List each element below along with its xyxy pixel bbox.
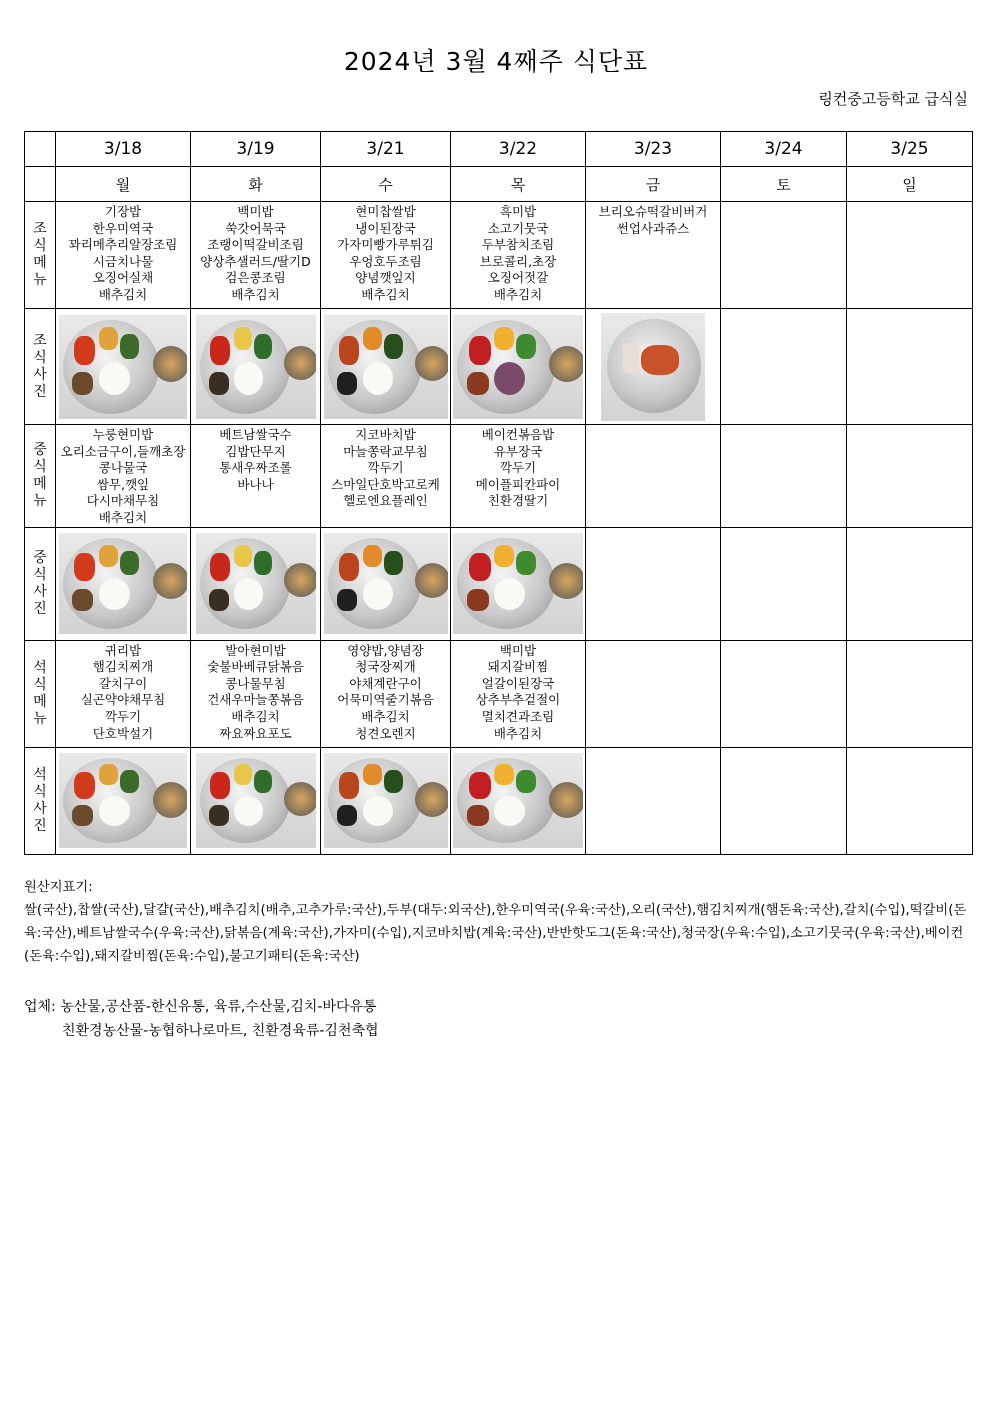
menu-item: 오징어실채 (92, 270, 154, 286)
lunch-menu-cell (586, 425, 721, 528)
menu-item: 청견오렌지 (355, 725, 416, 741)
breakfast-photo-label (25, 309, 56, 425)
label-char: 진 (33, 600, 47, 617)
label-char: 식 (33, 783, 47, 800)
day-header: 월 (56, 167, 191, 202)
dinner-photo-cell (586, 747, 721, 854)
lunch-menu-cell (321, 425, 451, 528)
lunch-photo-label (25, 527, 56, 640)
label-char: 뉴 (33, 492, 47, 509)
menu-item: 백미밥 (499, 642, 537, 658)
corner-cell (25, 132, 56, 167)
menu-item: 오리소금구이,들깨초장 (60, 443, 186, 459)
breakfast-menu-cell (586, 202, 721, 309)
meal-photo (196, 753, 316, 848)
breakfast-photo-cell (847, 309, 973, 425)
label-char: 석 (33, 766, 47, 783)
date-header: 3/23 (586, 132, 721, 167)
dinner-photo-label (25, 747, 56, 854)
lunch-photo-cell (451, 527, 586, 640)
dinner-menu-cell (847, 640, 973, 747)
menu-item: 오징어젓갈 (487, 270, 549, 286)
meal-photo (453, 533, 583, 634)
meal-photo (196, 315, 316, 419)
menu-item: 실곤약야채무침 (80, 692, 166, 708)
meal-photo (453, 315, 583, 419)
menu-item: 베트남쌀국수 (219, 427, 292, 442)
day-header: 화 (191, 167, 321, 202)
lunch-menu-cell (451, 425, 586, 528)
menu-item: 얼갈이된장국 (481, 675, 555, 691)
menu-item: 헬로엔요플레인 (343, 493, 428, 509)
label-char: 진 (33, 817, 47, 834)
breakfast-photo-cell (721, 309, 847, 425)
label-char: 석 (33, 659, 47, 676)
label-char: 식 (33, 238, 47, 254)
meal-photo (324, 533, 448, 634)
menu-item: 통새우짜조롤 (219, 460, 292, 476)
lunch-menu-label (25, 425, 56, 528)
date-header: 3/19 (191, 132, 321, 167)
lunch-photo-cell (321, 527, 451, 640)
dinner-menu-cell (321, 640, 451, 747)
menu-item: 배추김치 (361, 708, 410, 724)
menu-item: 단호박설기 (92, 725, 154, 741)
vendor-notice (24, 995, 379, 1043)
dinner-menu-cell (451, 640, 586, 747)
dinner-photo-cell (451, 747, 586, 854)
lunch-photo-cell (847, 527, 973, 640)
menu-item: 배추김치 (493, 286, 543, 302)
menu-item: 발아현미밥 (225, 642, 286, 658)
day-row (25, 167, 973, 202)
menu-item: 흑미밥 (499, 204, 537, 219)
breakfast-menu-cell (847, 202, 973, 309)
vendor-line-2: 친환경농산물-농협하나로마트, 친환경육류-김천축협 (62, 1023, 379, 1039)
menu-item: 우엉호두조림 (349, 253, 422, 269)
menu-item: 짜요짜요포도 (219, 725, 292, 741)
menu-item: 기장밥 (104, 204, 142, 219)
breakfast-menu-cell (321, 202, 451, 309)
menu-item: 시금치나물 (92, 253, 154, 269)
menu-item: 배추김치 (361, 286, 410, 302)
breakfast-menu-cell (191, 202, 321, 309)
page-title: 2024년 3월 4째주 식단표 (343, 47, 649, 76)
school-name: 링컨중고등학교 급식실 (818, 90, 968, 108)
menu-item: 청국장찌개 (355, 659, 416, 675)
menu-item: 베이컨볶음밥 (481, 427, 555, 442)
label-char: 메 (33, 475, 47, 492)
meal-photo (453, 753, 583, 848)
label-char: 뉴 (33, 710, 47, 727)
menu-item: 배추김치 (493, 725, 543, 741)
menu-item: 메이플피칸파이 (475, 476, 561, 492)
lunch-menu-cell (191, 425, 321, 528)
dinner-menu-label (25, 640, 56, 747)
breakfast-menu-cell (56, 202, 191, 309)
breakfast-photo-cell (451, 309, 586, 425)
breakfast-menu-cell (451, 202, 586, 309)
label-char: 식 (33, 566, 47, 583)
menu-item: 건새우마늘쫑볶음 (207, 692, 304, 708)
menu-item: 귀리밥 (104, 642, 142, 658)
day-header: 일 (847, 167, 973, 202)
menu-item: 쌈무,깻잎 (96, 476, 150, 492)
lunch-menu-cell (847, 425, 973, 528)
meal-photo (59, 315, 187, 419)
menu-item: 현미찹쌀밥 (355, 204, 416, 219)
menu-item: 상추부추겉절이 (475, 692, 561, 708)
origin-notice (24, 876, 972, 968)
origin-title: 원산지표기: (24, 880, 93, 895)
menu-item: 조랭이떡갈비조림 (207, 237, 304, 253)
dinner-photo-cell (191, 747, 321, 854)
menu-item: 돼지갈비찜 (487, 659, 549, 675)
menu-item: 유부장국 (493, 443, 543, 459)
menu-item: 쑥갓어묵국 (225, 220, 286, 236)
menu-item: 양상추샐러드/딸기D (200, 253, 311, 269)
menu-item: 깍두기 (499, 460, 537, 476)
meal-photo (324, 753, 448, 848)
label-char: 식 (33, 349, 47, 366)
menu-item: 배추김치 (231, 286, 280, 302)
day-header: 수 (321, 167, 451, 202)
lunch-photo-cell (586, 527, 721, 640)
label-char: 메 (33, 255, 47, 271)
label-char: 조 (33, 221, 47, 237)
breakfast-photo-row (25, 309, 973, 425)
lunch-photo-cell (721, 527, 847, 640)
label-char: 식 (33, 458, 47, 475)
menu-item: 배추김치 (231, 708, 280, 724)
menu-item: 검은콩조림 (225, 270, 286, 286)
dinner-photo-cell (847, 747, 973, 854)
dinner-photo-cell (321, 747, 451, 854)
dinner-menu-cell (56, 640, 191, 747)
menu-item: 바나나 (237, 476, 274, 492)
lunch-menu-row (25, 425, 973, 528)
meal-photo (59, 753, 187, 848)
label-char: 뉴 (33, 272, 47, 288)
label-char: 사 (33, 366, 47, 383)
menu-item: 백미밥 (237, 204, 274, 219)
menu-item: 누룽현미밥 (92, 427, 154, 442)
menu-item: 친환경딸기 (487, 493, 549, 509)
dinner-photo-cell (56, 747, 191, 854)
date-header: 3/24 (721, 132, 847, 167)
meal-photo (196, 533, 316, 634)
lunch-menu-cell (721, 425, 847, 528)
menu-item: 갈치구이 (98, 675, 148, 691)
date-header: 3/18 (56, 132, 191, 167)
menu-item: 브리오슈떡갈비버거 (598, 204, 708, 219)
breakfast-photo-cell (191, 309, 321, 425)
label-char: 사 (33, 583, 47, 600)
menu-table (24, 131, 973, 855)
day-header: 목 (451, 167, 586, 202)
meal-photo (59, 533, 187, 634)
menu-item: 김밥단무지 (225, 443, 286, 459)
menu-item: 배추김치 (98, 286, 148, 302)
meal-photo (601, 313, 705, 421)
label-char: 식 (33, 676, 47, 693)
dinner-menu-cell (721, 640, 847, 747)
vendor-line-1: 업체: 농산물,공산품-한신유통, 육류,수산물,김치-바다유통 (24, 999, 377, 1015)
menu-item: 어묵미역줄기볶음 (337, 692, 434, 708)
menu-item: 깍두기 (367, 460, 404, 476)
menu-item: 한우미역국 (92, 220, 154, 236)
dinner-menu-cell (586, 640, 721, 747)
date-row (25, 132, 973, 167)
menu-item: 콩나물무침 (225, 675, 286, 691)
dinner-menu-cell (191, 640, 321, 747)
lunch-photo-row (25, 527, 973, 640)
menu-item: 영양밥,양념장 (347, 642, 424, 658)
menu-item: 가자미빵가루튀김 (337, 237, 434, 253)
menu-item: 햄김치찌개 (92, 659, 154, 675)
breakfast-photo-cell (586, 309, 721, 425)
label-char: 중 (33, 549, 47, 566)
label-char: 메 (33, 693, 47, 710)
breakfast-photo-cell (321, 309, 451, 425)
day-header: 토 (721, 167, 847, 202)
menu-item: 마늘쫑락교무침 (343, 443, 428, 459)
menu-item: 멸치견과조림 (481, 708, 555, 724)
corner-cell (25, 167, 56, 202)
menu-item: 소고기뭇국 (487, 220, 549, 236)
menu-item: 깍두기 (104, 708, 142, 724)
breakfast-menu-label (25, 202, 56, 309)
breakfast-menu-cell (721, 202, 847, 309)
breakfast-photo-cell (56, 309, 191, 425)
menu-item: 양념깻잎지 (355, 270, 416, 286)
menu-item: 꽈리메추리알장조림 (68, 237, 178, 253)
label-char: 사 (33, 800, 47, 817)
meal-photo (324, 315, 448, 419)
lunch-menu-cell (56, 425, 191, 528)
label-char: 진 (33, 383, 47, 400)
menu-item: 지코바치밥 (355, 427, 416, 442)
date-header: 3/21 (321, 132, 451, 167)
label-char: 조 (33, 332, 47, 349)
date-header: 3/25 (847, 132, 973, 167)
menu-item: 썬업사과쥬스 (616, 220, 690, 236)
menu-item: 야채계란구이 (349, 675, 422, 691)
menu-item: 숯불바베큐닭볶음 (207, 659, 304, 675)
origin-text: 쌀(국산),찹쌀(국산),달걀(국산),배추김치(배추,고추가루:국산),두부(대두:외국산),한우미역국(우육:국산),오리(국산),햄김치찌개(햄돈육:국산),갈치(수입),떡갈비(돈육:국산),베트남쌀국수(우육:국산),닭볶음(계육:국산),가자미(수입),지코바치밥(계육:국산),반반핫도그(돈육:국산),청국장(우육:수입),소고기뭇국(우육:국산),베이컨(돈육:수입),돼지갈비찜(돈육:수입),불고기패티(돈육:국산) (24, 903, 967, 964)
menu-item: 냉이된장국 (355, 220, 416, 236)
day-header: 금 (586, 167, 721, 202)
menu-item: 브로콜리,초장 (479, 253, 557, 269)
date-header: 3/22 (451, 132, 586, 167)
dinner-photo-row (25, 747, 973, 854)
menu-item: 배추김치 (98, 509, 148, 525)
breakfast-menu-row (25, 202, 973, 309)
menu-item: 스마일단호박고로케 (331, 476, 440, 492)
menu-item: 다시마채무침 (86, 493, 160, 509)
lunch-photo-cell (191, 527, 321, 640)
menu-item: 두부참치조림 (481, 237, 555, 253)
dinner-photo-cell (721, 747, 847, 854)
lunch-photo-cell (56, 527, 191, 640)
dinner-menu-row (25, 640, 973, 747)
menu-item: 콩나물국 (98, 460, 148, 476)
label-char: 중 (33, 441, 47, 458)
